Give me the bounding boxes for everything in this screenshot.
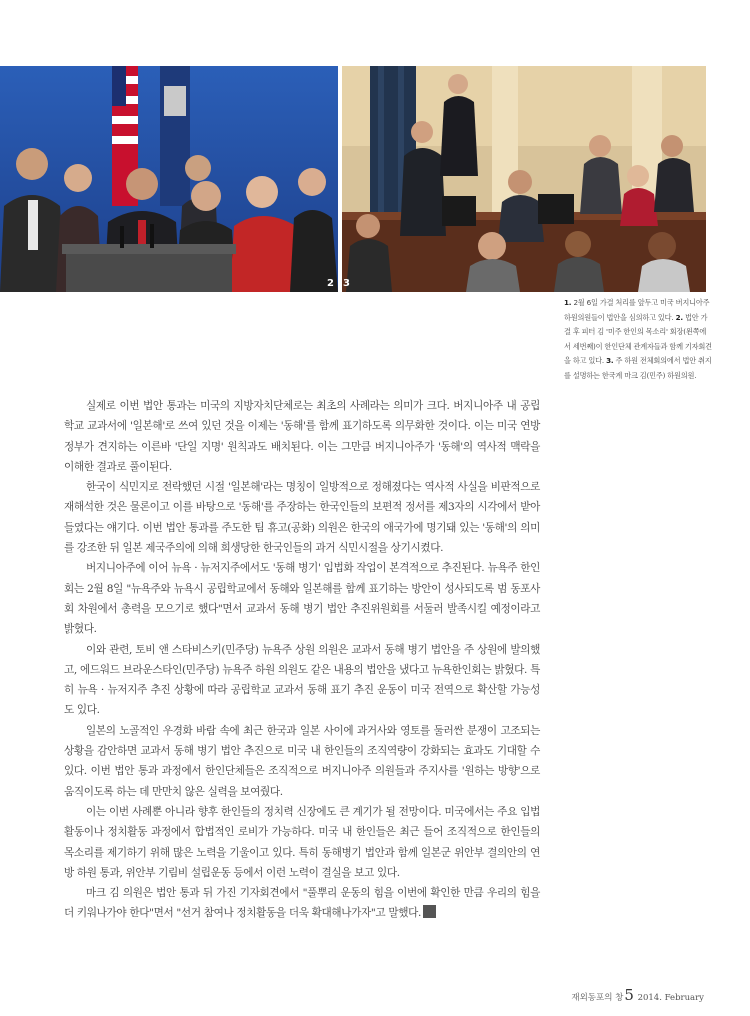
press-conference-photo — [0, 66, 338, 292]
page-footer — [571, 986, 704, 1004]
paragraph-6: 이는 이번 사례뿐 아니라 향후 한인들의 정치력 신장에도 큰 계기가 될 전망이다. 미국에서는 주요 입법 활동이나 정치활동 과정에서 합법적인 로비가 가능하다. 미국 내 한인들은 최근 들어 조직적으로 한인들의 목소리를 제기하기 위해 많은 노력을 기울이고 있다. 특히 동해병기 법안과 함께 일본군 위안부 결의안의 연방 하원 통과, 위안부 기림비 설립운동 등에서 이런 노력이 결실을 보고 있다. — [64, 805, 540, 879]
magazine-name: 재외동포의 창 — [571, 993, 624, 1003]
photo-number-3: 3 — [343, 278, 350, 289]
caption-number-1: 1. — [564, 298, 572, 307]
paragraph-1: 실제로 이번 법안 통과는 미국의 지방자치단체로는 최초의 사례라는 의미가 크다. 버지니아주 내 공립학교 교과서에 '일본해'로 쓰여 있던 것을 이제는 '동해'를 함께 표기하도록 의무화한 것이다. 이는 미국 연방정부가 견지하는 이른바 '단일 지명' 원칙과도 배치된다. 이는 그만큼 버지니아주가 '동해'의 역사적 맥락을 이해한 결과로 풀이된다. — [64, 400, 540, 473]
paragraph-3: 버지니아주에 이어 뉴욕 · 뉴저지주에서도 '동해 병기' 입법화 작업이 본격적으로 추진된다. 뉴욕주 한인회는 2월 8일 "뉴욕주와 뉴욕시 공립학교에서 동해와 일본해를 함께 표기하는 방안이 성사되도록 범 동포사회 차원에서 총력을 모으기로 했다"면서 교과서 동해 병기 법안 추진위원회를 서둘러 발족시킬 예정이라고 밝혔다. — [64, 562, 540, 636]
caption-text-1: 2월 6일 가결 처리를 앞두고 미국 버지니아주 하원의원들이 법안을 심의하고 있다. — [564, 298, 710, 322]
photo-number-2: 2 — [327, 278, 334, 289]
paragraph-7: 마크 김 의원은 법안 통과 뒤 가진 기자회견에서 "풀뿌리 운동의 힘을 이번에 확인한 만큼 우리의 힘을 더 키워나가야 한다"면서 "선거 참여나 정치활동을 더욱 확대해나가자"고 말했다. — [64, 887, 540, 920]
paragraph-7-wrapper — [64, 883, 540, 924]
page-number: 5 — [624, 986, 634, 1004]
paragraph-2: 한국이 식민지로 전락했던 시절 '일본해'라는 명칭이 일방적으로 정해졌다는 역사적 사실을 비판적으로 재해석한 것은 물론이고 이를 바탕으로 '동해'를 주장하는 한국인들의 보편적 정서를 제3자의 시각에서 받아들였다는 얘기다. 이번 법안 통과를 주도한 팀 휴고(공화) 의원은 한국의 애국가에 명기돼 있는 '동해'의 의미를 강조한 뒤 일본 제국주의에 의해 희생당한 한국인들의 과거 식민시절을 상기시켰다. — [64, 481, 540, 555]
end-mark-icon — [423, 905, 436, 918]
photo-caption — [564, 296, 712, 384]
article-body — [64, 396, 540, 924]
caption-text-2: 법안 가결 후 피터 김 '미주 한인의 목소리' 회장(왼쪽에서 세번째)이 한인단체 관계자들과 함께 기자회견을 하고 있다. — [564, 312, 712, 366]
issue-date: 2014. February — [637, 993, 704, 1003]
legislature-session-photo — [342, 66, 706, 292]
caption-text-3: 주 하원 전체회의에서 법안 취지를 설명하는 한국계 마크 김(민주) 하원의원. — [564, 356, 712, 380]
caption-number-2: 2. — [675, 312, 683, 322]
paragraph-5: 일본의 노골적인 우경화 바람 속에 최근 한국과 일본 사이에 과거사와 영토를 둘러싼 분쟁이 고조되는 상황을 감안하면 교과서 동해 병기 법안 추진으로 미국 내 한인들의 조직역량이 강화되는 효과도 기대할 수 있다. 이번 법안 통과 과정에서 한인단체들은 조직적으로 버지니아주 의원들과 주지사를 '원하는 방향'으로 움직이도록 하는 데 만만치 않은 실력을 보여줬다. — [64, 724, 540, 798]
caption-number-3: 3. — [606, 356, 614, 366]
paragraph-4: 이와 관련, 토비 앤 스타비스키(민주당) 뉴욕주 상원 의원은 교과서 동해 병기 법안을 주 상원에 발의했고, 에드워드 브라운스타인(민주당) 뉴욕주 하원 의원도 같은 내용의 법안을 냈다고 뉴욕한인회는 밝혔다. 특히 뉴욕 · 뉴저지주 추진 상황에 따라 공립학교 교과서 동해 표기 추진 운동이 미국 전역으로 확산할 가능성도 있다. — [64, 643, 540, 717]
